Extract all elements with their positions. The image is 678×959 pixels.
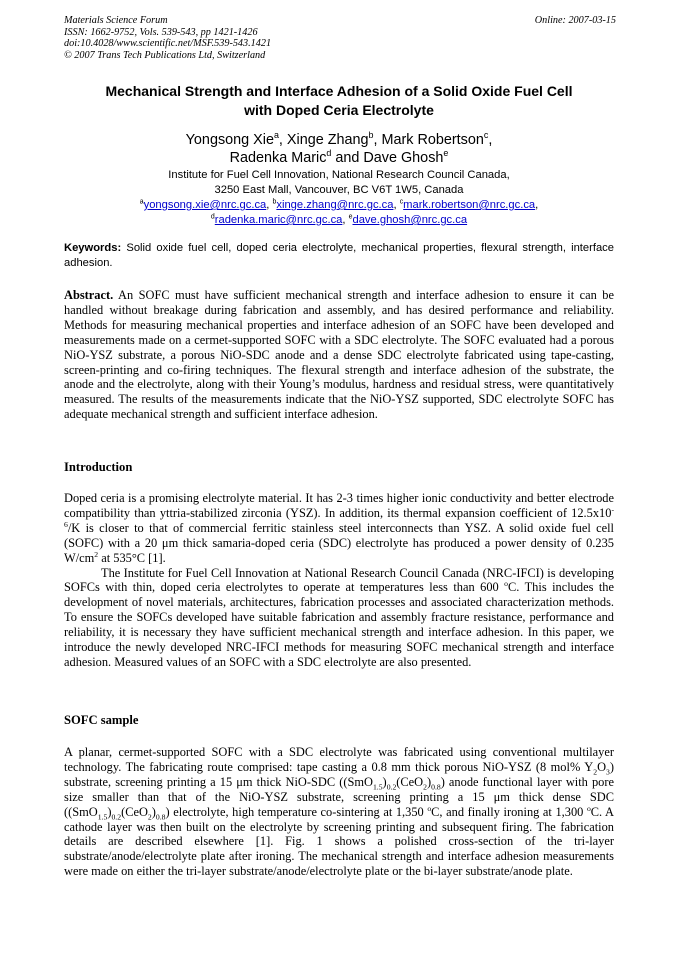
abstract — [64, 288, 614, 422]
text-run: ) anode functional layer with pore size smaller than that of the NiO-YSZ substrate, screening printing a 15 μm thick dense SDC ((SmO — [64, 774, 614, 819]
text-run: C. A cathode layer was then built on the electrolyte by screening printing and subsequent firing. The fabrication details are described elsewhere [1]. Fig. 1 shows a polished cross-section of the tri-layer substrate/anode/electrolyte plate after ironing. The mechanical strength and interface adhesion measurements were made on either the tri-layer substrate/anode/electrolyte plate or the bi-layer substrate/anode plate. — [64, 804, 614, 879]
journal-name: Materials Science Forum — [64, 15, 168, 26]
email-link[interactable]: radenka.maric@nrc.gc.ca — [214, 214, 343, 226]
author-name: Radenka Maric — [229, 150, 327, 166]
title-line-1: Mechanical Strength and Interface Adhesion of a Solid Oxide Fuel Cell — [105, 83, 573, 99]
text-run: ) substrate, screening printing a 15 μm thick NiO-SDC ((SmO — [64, 759, 614, 789]
text-run: /K is closer to that of commercial ferritic stainless steel interconnects than YSZ. A solid oxide fuel cell (SOFC) with a 20 μm thick samaria-doped ceria (SDC) electrolyte has produced a power density of 0.235 W/cm — [64, 520, 614, 565]
subscript: 2 — [147, 812, 152, 822]
email-line-1 — [60, 198, 618, 213]
superscript: o — [586, 803, 591, 813]
email-link[interactable]: dave.ghosh@nrc.gc.ca — [352, 214, 468, 226]
author-line-1 — [60, 131, 618, 149]
online-date: Online: 2007-03-15 — [534, 15, 616, 26]
author-name: Yongsong Xie — [185, 132, 274, 148]
intro-paragraph-1 — [64, 491, 614, 566]
email-mark: c — [399, 198, 404, 206]
author-sep: , — [488, 132, 493, 148]
email-link[interactable]: yongsong.xie@nrc.gc.ca — [143, 199, 267, 211]
subscript: 0.2 — [111, 812, 122, 822]
email-sep: , — [342, 214, 349, 226]
introduction-body — [64, 491, 614, 670]
subscript: 1.5 — [372, 782, 383, 792]
issn: ISSN: 1662-9752, Vols. 539-543, pp 1421-1426 — [64, 26, 258, 38]
abstract-text: An SOFC must have sufficient mechanical strength and interface adhesion to ensure it can be handled without breakage during fabrication and assembly, and has desired performance and reliability. Methods for measuring mechanical properties and interface adhesion of an SOFC have been developed and measurements made on a cermet-supported SOFC with a SDC electrolyte. The SOFC evaluated had a porous NiO-YSZ substrate, a porous NiO-SDC anode and a dense SDC electrolyte fabricated using tape-casting, screen-printing and co-firing techniques. The flexural strength and interface adhesion of the substrate, the anode and the electrolyte, along with their Young’s modulus, hardness and residual stress, were quantitatively measured. The results of the measurements indicate that the NiO-YSZ supported, SDC electrolyte SOFC has adequate mechanical strength and sufficient interface adhesion. — [64, 288, 614, 422]
text-run: C. This includes the development of novel materials, architectures, fabrication processes and associated characterization methods. To ensure the SOFCs developed have suitable fabrication and assembly fracture resistance, performance and reliability, it is necessary they have sufficient mechanical strength and interface adhesion. In this paper, we introduce the newly developed NRC-IFCI methods for measuring SOFC mechanical strength and interface adhesion. Measured values of an SOFC with a SDC electrolyte are also presented. — [64, 580, 614, 669]
author-name: , Mark Robertson — [373, 132, 484, 148]
email-sep: , — [393, 199, 400, 211]
keywords-text: Solid oxide fuel cell, doped ceria electrolyte, mechanical properties, flexural strength, interface adhesion. — [64, 242, 614, 269]
email-mark: a — [139, 198, 144, 206]
superscript: o — [504, 579, 509, 589]
abstract-label: Abstract. — [64, 288, 114, 302]
sample-paragraph — [64, 745, 614, 879]
text-run: The Institute for Fuel Cell Innovation at National Research Council Canada (NRC-IFCI) is developing SOFCs with thin, doped ceria electrolytes to operate at temperatures less than 600 — [64, 565, 614, 595]
text-run: ) — [382, 774, 387, 789]
sofc-sample-body — [64, 745, 614, 879]
subscript: 2 — [593, 767, 598, 777]
email-mark: b — [272, 198, 277, 206]
text-run: (CeO — [396, 774, 424, 789]
subscript: 2 — [423, 782, 427, 792]
email-mark: e — [348, 213, 353, 221]
author-line-2 — [60, 149, 618, 167]
author-mark: c — [483, 130, 489, 141]
email-mark: d — [210, 213, 215, 221]
doi: doi:10.4028/www.scientific.net/MSF.539-543.1421 — [64, 38, 272, 50]
author-mark: d — [326, 148, 332, 159]
text-run: at 535°C [1]. — [98, 550, 166, 565]
section-heading-introduction: Introduction — [64, 460, 133, 474]
text-run: A planar, cermet-supported SOFC with a SDC electrolyte was fabricated using conventional multilayer technology. The fabricating route comprised: tape casting a 0.8 mm thick porous NiO-YSZ (8 mol% Y — [64, 745, 614, 774]
affiliation-line-1: Institute for Fuel Cell Innovation, National Research Council Canada, — [168, 169, 510, 181]
title-line-2: with Doped Ceria Electrolyte — [244, 102, 434, 118]
subscript: 1.5 — [97, 812, 108, 822]
text-run: ) — [151, 804, 156, 819]
text-run: ) — [426, 774, 432, 789]
author-mark: e — [443, 148, 449, 159]
superscript: 2 — [94, 549, 99, 559]
text-run: (CeO — [121, 804, 148, 819]
author-name: and Dave Ghosh — [331, 150, 444, 166]
text-run: Doped ceria is a promising electrolyte material. It has 2-3 times higher ionic conductivity and better electrode compatibility than yttria-stabilized zirconia (YSZ). In addition, its thermal expansion coefficient of 12.5x10 — [64, 491, 614, 520]
text-run: O — [597, 759, 607, 774]
email-sep: , — [266, 199, 273, 211]
copyright: © 2007 Trans Tech Publications Ltd, Switzerland — [64, 49, 266, 61]
email-sep: , — [535, 199, 539, 211]
email-line-2 — [60, 213, 618, 228]
affiliation — [60, 168, 618, 228]
author-list — [60, 131, 618, 167]
affiliation-line-2: 3250 East Mall, Vancouver, BC V6T 1W5, Canada — [214, 184, 464, 196]
email-link[interactable]: mark.robertson@nrc.gc.ca — [403, 199, 536, 211]
superscript: o — [427, 803, 432, 813]
subscript: 0.8 — [431, 782, 441, 792]
author-mark: b — [368, 130, 374, 141]
subscript: 3 — [606, 767, 610, 777]
keywords — [64, 241, 614, 271]
intro-paragraph-2 — [64, 566, 614, 670]
author-mark: a — [273, 130, 279, 141]
section-heading-sofc-sample: SOFC sample — [64, 713, 139, 727]
subscript: 0.8 — [155, 812, 166, 822]
author-name: , Xinge Zhang — [278, 132, 369, 148]
email-link[interactable]: xinge.zhang@nrc.gc.ca — [276, 199, 394, 211]
keywords-label: Keywords: — [64, 242, 122, 254]
subscript: 0.2 — [386, 782, 397, 792]
text-run: C, and finally ironing at 1,300 — [431, 804, 587, 819]
journal-header — [64, 15, 616, 61]
text-run: ) electrolyte, high temperature co-sintering at 1,350 — [165, 804, 428, 819]
text-run: ) — [107, 804, 112, 819]
paper-title — [60, 82, 618, 120]
superscript: -6 — [64, 504, 614, 529]
